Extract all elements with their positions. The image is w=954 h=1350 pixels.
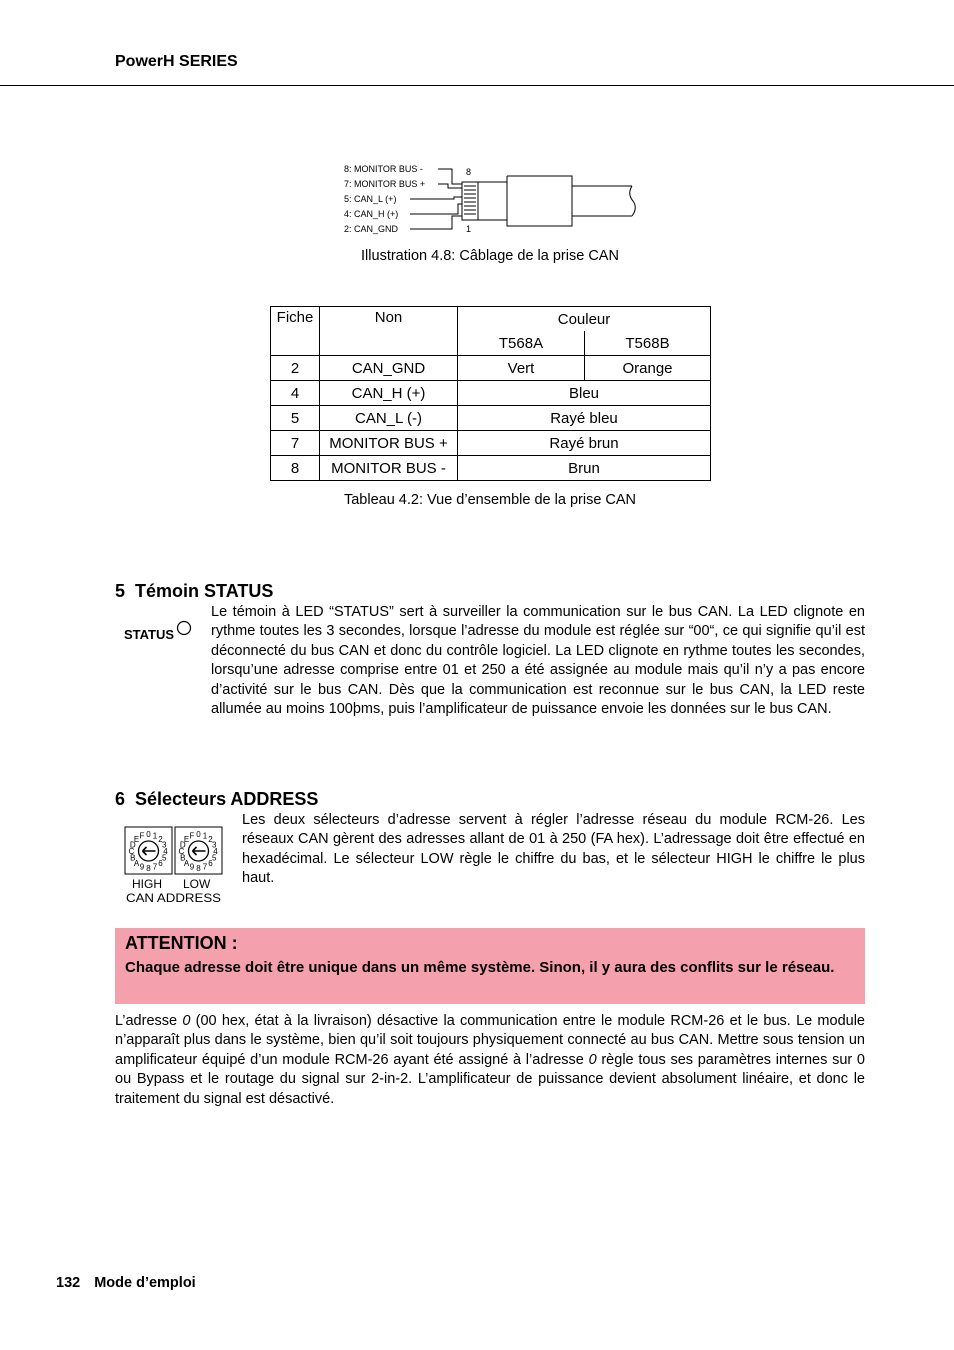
dial-digit: A — [183, 859, 190, 868]
pin-label: 5: CAN_L (+) — [344, 194, 397, 204]
dial-digit: F — [139, 831, 145, 841]
dial-digit: 7 — [152, 862, 158, 872]
status-description: Le témoin à LED “STATUS” sert à surveiller la communication sur le bus CAN. La LED clignote en rythme toutes les 3 secondes, lorsque l’adresse du module est réglée sur “00“, ce qui signifie qu’il est déconnecté du bus CAN et donc du contrôle logiciel. La LED clignote en rythme toutes les secondes, lorsqu’une adresse comprise entre 01 et 250 a été assignée au module mais qu’il n’y a pas encore d’activité sur le bus CAN. Dès que la communication est reconnue sur le bus CAN, la LED reste allumée au moins 100þms, puis l’amplificateur de puissance envoie les données sur le bus CAN. — [211, 604, 865, 718]
cell-name: CAN_H (+) — [320, 381, 458, 406]
dial-digit: E — [133, 835, 140, 844]
cell-color: Rayé brun — [458, 431, 711, 456]
header-color: Couleur — [458, 307, 711, 332]
dial-digit: 2 — [208, 835, 213, 844]
dial-digit: 5 — [211, 853, 217, 863]
can-pinout-table — [270, 306, 711, 481]
attention-title: ATTENTION : — [125, 933, 238, 953]
dial-digit: C — [128, 847, 135, 856]
dial-digit: 8 — [196, 864, 201, 873]
dial-digit: F — [189, 831, 195, 841]
dial-digit: 6 — [158, 859, 163, 868]
pin-number-top: 8 — [466, 167, 472, 177]
header-pin: Fiche — [271, 307, 320, 356]
header-t568a: T568A — [458, 331, 585, 356]
high-label: HIGH — [132, 877, 162, 891]
dial-digit: 4 — [213, 847, 218, 856]
dial-digit: C — [178, 847, 185, 856]
section-5-heading — [115, 581, 273, 602]
dial-digit: E — [183, 835, 190, 844]
address-description: Les deux sélecteurs d’adresse servent à régler l’adresse réseau du module RCM-26. Les réseaux CAN gèrent des adresses allant de 01 à 250 (FA hex). L’adressage doit être effectué en hexadécimal. Le sélecteur LOW règle le chiffre du bas, et le sélecteur HIGH le chiffre le plus haut. — [242, 812, 865, 887]
dial-digit: A — [133, 859, 140, 868]
section-number: 6 — [115, 789, 126, 809]
dial-digit: 0 — [196, 830, 201, 839]
low-label: LOW — [183, 877, 211, 891]
cell-pin: 8 — [271, 456, 320, 481]
attention-text: Chaque adresse doit être unique dans un même système. Sinon, il y aura des conflits sur le réseau. — [125, 959, 835, 976]
attention-box — [115, 928, 865, 1004]
section-title: Témoin STATUS — [135, 581, 274, 601]
dial-digit: D — [129, 840, 136, 850]
svg-text:STATUS: STATUS — [124, 627, 175, 642]
cell-name: CAN_L (-) — [320, 406, 458, 431]
header-title: PowerH SERIES — [115, 53, 238, 70]
table-row — [271, 431, 711, 456]
page-footer — [56, 1275, 210, 1291]
address-zero-paragraph: L’adresse 0 (00 hex, état à la livraison) désactive la communication entre le module RCM-26 et le bus. Le module n’apparaît plus dans le système, bien qu’il soit toujours physiquement connecté au bus CAN. Mettre sous tension un amplificateur équipé d’un module RCM-26 ayant été assigné à l’adresse 0 règle tous ses paramètres internes sur 0 ou Bypass et le routage du signal sur 2-in-2. L’amplificateur de puissance devient absolument linéaire, et donc le traitement du signal est désactivé. — [115, 1013, 865, 1107]
address-selector-icon — [124, 825, 224, 907]
pin-label: 7: MONITOR BUS + — [344, 179, 426, 189]
figure-caption: Illustration 4.8: Câblage de la prise CAN — [361, 248, 619, 264]
dial-digit: 3 — [161, 840, 167, 850]
wire-lines — [410, 169, 462, 229]
cell-color: Bleu — [458, 381, 711, 406]
header-name: Non — [320, 307, 458, 356]
dial-digit: 3 — [211, 840, 217, 850]
cell-name: MONITOR BUS + — [320, 431, 458, 456]
table-row — [271, 406, 711, 431]
table-row — [271, 456, 711, 481]
dial-digit: D — [179, 840, 186, 850]
section-6-heading — [115, 789, 318, 810]
dial-digit: B — [180, 853, 186, 863]
cell-pin: 2 — [271, 356, 320, 381]
pin-label: 4: CAN_H (+) — [344, 209, 399, 219]
dial-digit: 1 — [202, 831, 208, 841]
section-title: Sélecteurs ADDRESS — [135, 789, 319, 809]
pin-number-bottom: 1 — [466, 224, 472, 234]
can-address-label: CAN ADDRESS — [126, 891, 221, 905]
dial-digit: 9 — [189, 862, 195, 872]
dial-digit: B — [130, 853, 136, 863]
dial-digit: 4 — [163, 847, 168, 856]
table-row — [271, 381, 711, 406]
cell-color: Rayé bleu — [458, 406, 711, 431]
table-row — [271, 356, 711, 381]
rj45-plug — [462, 176, 635, 226]
footer-label: Mode d’emploi — [94, 1275, 196, 1291]
dial-digit: 8 — [146, 864, 151, 873]
header-divider — [0, 85, 954, 86]
table-caption: Tableau 4.2: Vue d’ensemble de la prise CAN — [343, 492, 637, 508]
dial-digit: 1 — [152, 831, 158, 841]
dial-digit: 2 — [158, 835, 163, 844]
cell-name: MONITOR BUS - — [320, 456, 458, 481]
pin-label: 2: CAN_GND — [344, 224, 399, 234]
dial-digit: 9 — [139, 862, 145, 872]
status-led-icon — [123, 618, 197, 646]
cell-t568a: Vert — [458, 356, 585, 381]
cell-pin: 5 — [271, 406, 320, 431]
dial-digit: 0 — [146, 830, 151, 839]
cell-name: CAN_GND — [320, 356, 458, 381]
dial-digit: 7 — [202, 862, 208, 872]
header-t568b: T568B — [585, 331, 711, 356]
section-number: 5 — [115, 581, 126, 601]
cell-pin: 4 — [271, 381, 320, 406]
page-number: 132 — [56, 1275, 81, 1291]
cell-t568b: Orange — [585, 356, 711, 381]
dial-digit: 6 — [208, 859, 213, 868]
cell-pin: 7 — [271, 431, 320, 456]
can-plug-wiring-diagram — [340, 160, 640, 240]
dial-digit: 5 — [161, 853, 167, 863]
cell-color: Brun — [458, 456, 711, 481]
pin-label: 8: MONITOR BUS - — [344, 164, 423, 174]
